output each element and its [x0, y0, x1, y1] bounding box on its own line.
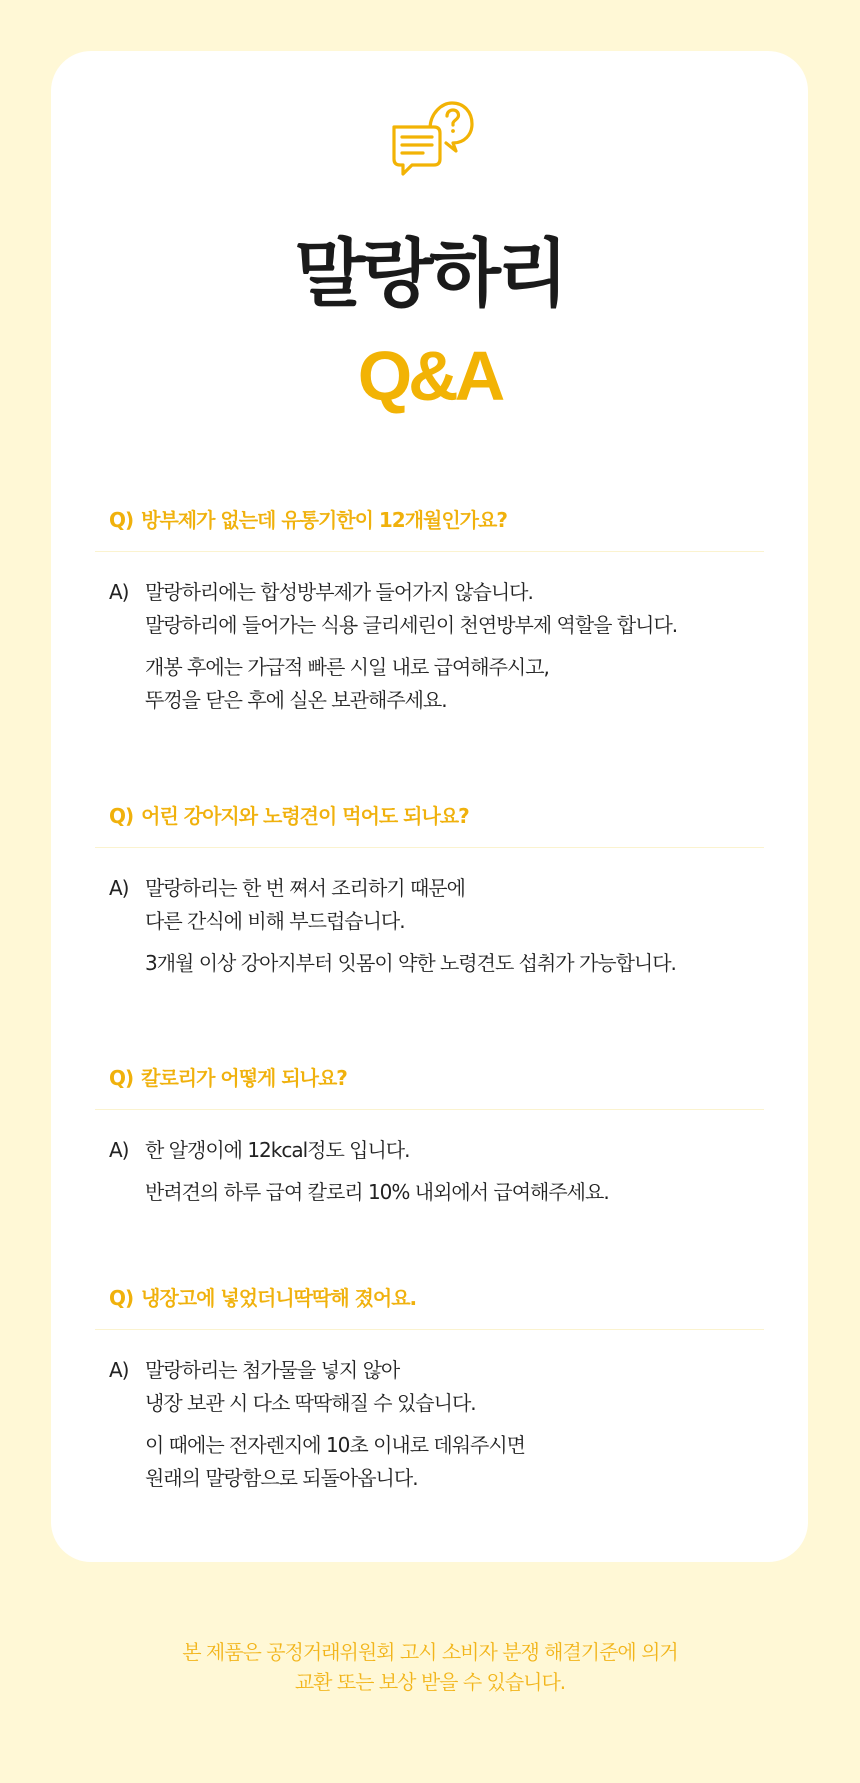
qa-item	[95, 505, 764, 717]
question-text: 방부제가 없는데 유통기한이 12개월인가요?	[141, 508, 507, 532]
question-text: 어린 강아지와 노령견이 먹어도 되나요?	[141, 804, 469, 828]
answer-paragraph	[145, 872, 764, 938]
answer-paragraph	[145, 1354, 764, 1420]
answer-prefix: A)	[109, 876, 129, 900]
answer	[95, 1354, 764, 1495]
answer	[95, 872, 764, 980]
answer-paragraph	[145, 651, 764, 717]
page-subtitle: Q&A	[357, 337, 502, 415]
question-prefix: Q)	[109, 1286, 134, 1310]
answer-prefix: A)	[109, 1358, 129, 1382]
question	[95, 1283, 764, 1313]
answer-line: 개봉 후에는 가급적 빠른 시일 내로 급여해주시고,	[145, 655, 549, 679]
question	[95, 801, 764, 831]
answer-paragraph	[145, 1134, 764, 1167]
answer-line: 말랑하리는 한 번 쪄서 조리하기 때문에	[145, 876, 465, 900]
footer-line: 본 제품은 공정거래위원회 고시 소비자 분쟁 해결기준에 의거	[182, 1640, 678, 1664]
answer-paragraph	[145, 1176, 764, 1209]
answer	[95, 576, 764, 717]
answer-line: 뚜껑을 닫은 후에 실온 보관해주세요.	[145, 688, 447, 712]
divider	[95, 1329, 764, 1330]
question	[95, 1063, 764, 1093]
answer-prefix: A)	[109, 580, 129, 604]
answer-line: 다른 간식에 비해 부드럽습니다.	[145, 909, 405, 933]
qa-card	[51, 51, 808, 1562]
divider	[95, 551, 764, 552]
question-text: 칼로리가 어떻게 되나요?	[141, 1066, 347, 1090]
qa-item	[95, 1283, 764, 1495]
answer-line: 냉장 보관 시 다소 딱딱해질 수 있습니다.	[145, 1391, 476, 1415]
question	[95, 505, 764, 535]
question-prefix: Q)	[109, 804, 134, 828]
answer-line: 말랑하리에 들어가는 식용 글리세린이 천연방부제 역할을 합니다.	[145, 613, 678, 637]
footer-notice	[0, 1637, 860, 1697]
footer-line: 교환 또는 보상 받을 수 있습니다.	[294, 1670, 566, 1694]
answer-paragraph	[145, 576, 764, 642]
qa-item	[95, 1063, 764, 1209]
answer-line: 말랑하리에는 합성방부제가 들어가지 않습니다.	[145, 580, 533, 604]
answer-line: 3개월 이상 강아지부터 잇몸이 약한 노령견도 섭취가 가능합니다.	[145, 951, 676, 975]
question-prefix: Q)	[109, 1066, 134, 1090]
divider	[95, 847, 764, 848]
answer-line: 한 알갱이에 12kcal정도 입니다.	[145, 1138, 410, 1162]
question-prefix: Q)	[109, 508, 134, 532]
answer-line: 이 때에는 전자렌지에 10초 이내로 데워주시면	[145, 1433, 525, 1457]
answer-line: 원래의 말랑함으로 되돌아옵니다.	[145, 1466, 418, 1490]
answer-paragraph	[145, 947, 764, 980]
answer-line: 말랑하리는 첨가물을 넣지 않아	[145, 1358, 400, 1382]
chat-question-icon	[390, 97, 474, 177]
divider	[95, 1109, 764, 1110]
answer-paragraph	[145, 1429, 764, 1495]
answer-line: 반려견의 하루 급여 칼로리 10% 내외에서 급여해주세요.	[145, 1180, 609, 1204]
page-title: 말랑하리	[294, 231, 565, 317]
answer	[95, 1134, 764, 1209]
answer-prefix: A)	[109, 1138, 129, 1162]
question-text: 냉장고에 넣었더니딱딱해 졌어요.	[141, 1286, 417, 1310]
qa-item	[95, 801, 764, 980]
